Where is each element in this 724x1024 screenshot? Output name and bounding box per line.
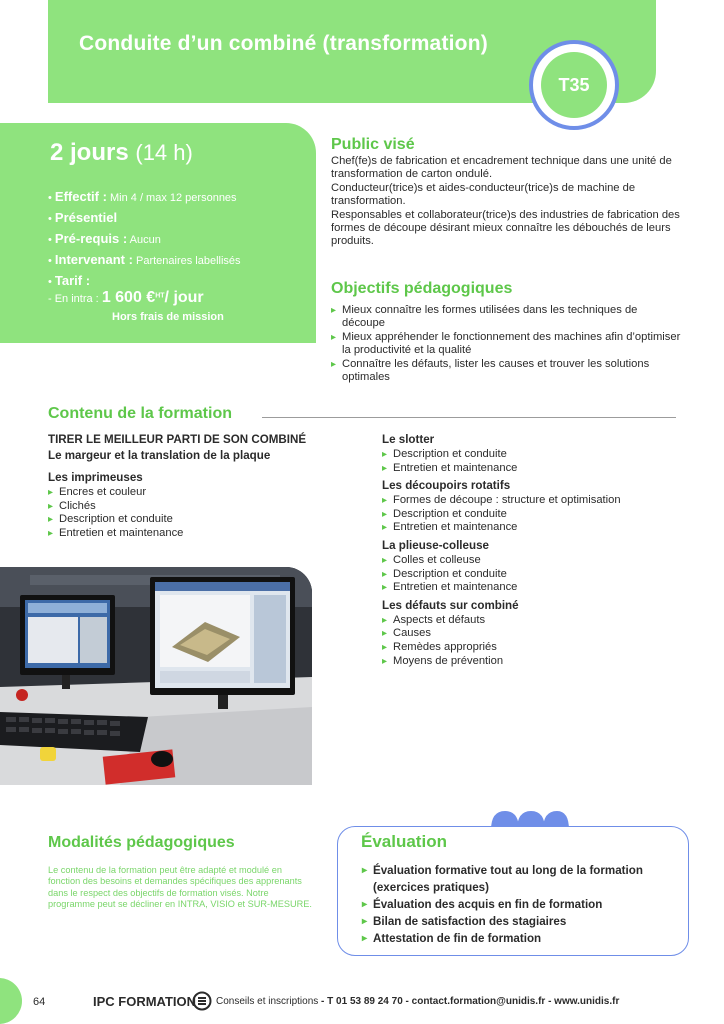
footer-decoration	[0, 978, 22, 1024]
contenu-left-column	[48, 432, 348, 540]
list-item: ▸ Moyens de prévention	[382, 655, 692, 669]
contenu-title: Contenu de la formation	[48, 405, 232, 422]
footer-brand: IPC FORMATION	[93, 994, 197, 1009]
list-item: ▸ Description et conduite	[382, 568, 692, 582]
machine-control-photo	[0, 567, 312, 785]
price-row	[48, 289, 204, 307]
duration-sub: (14 h)	[135, 140, 193, 165]
info-item: • Effectif : Min 4 / max 12 personnes	[48, 189, 237, 204]
list-item: ▸ Formes de découpe : structure et optimisation	[382, 494, 692, 508]
evaluation-title: Évaluation	[361, 832, 447, 851]
footer-contact	[216, 996, 619, 1007]
public-title: Public visé	[331, 136, 415, 153]
contact-label: Conseils et inscriptions	[216, 996, 319, 1007]
public-text	[331, 155, 681, 249]
list-item: ▸ Mieux connaître les formes utilisées dans les techniques de découpe	[331, 304, 681, 331]
list-item: ▸ Entretien et maintenance	[382, 521, 692, 535]
list-item: ▸ Description et conduite	[382, 508, 692, 522]
list-item: ▸ Connaître les défauts, lister les causes et trouver les solutions optimales	[331, 358, 681, 385]
public-paragraph: Responsables et collaborateur(trice)s des industries de fabrication des formes de découpe désirant mieux connaître les débouchés de leurs produits.	[331, 208, 680, 248]
public-paragraph: Chef(fe)s de fabrication et encadrement technique dans une unité de transformation de carton ondulé.	[331, 155, 672, 181]
info-item: • Tarif :	[48, 273, 91, 288]
list-item: ▸ Description et conduite	[48, 513, 348, 527]
page-number: 64	[33, 996, 46, 1008]
list-item: ▸ Entretien et maintenance	[382, 581, 692, 595]
info-item: • Pré-requis : Aucun	[48, 231, 161, 246]
page-title: Conduite d’un combiné (transformation)	[79, 32, 488, 55]
section-list	[382, 554, 692, 595]
price-note: Hors frais de mission	[112, 311, 224, 323]
info-panel	[0, 123, 316, 343]
control-station-illustration	[0, 567, 312, 785]
objectifs-list	[331, 304, 681, 384]
modalites-title: Modalités pédagogiques	[48, 834, 235, 851]
course-code: T35	[541, 52, 607, 118]
section-title: Les défauts sur combiné	[382, 598, 519, 612]
section-title: Les imprimeuses	[48, 471, 143, 484]
course-code-badge	[529, 40, 619, 130]
contenu-heading: Le margeur et la translation de la plaque	[48, 449, 271, 462]
list-item: ▸ Causes	[382, 627, 692, 641]
evaluation-list	[362, 862, 662, 947]
section-list	[382, 494, 692, 535]
list-item: ▸ Évaluation formative tout au long de la formation (exercices pratiques)	[362, 862, 662, 896]
info-item: • Intervenant : Partenaires labellisés	[48, 252, 241, 267]
objectifs-title: Objectifs pédagogiques	[331, 280, 513, 297]
list-item: ▸ Aspects et défauts	[382, 614, 692, 628]
modalites-text: Le contenu de la formation peut être adapté et modulé en fonction des besoins et demandes spécifiques des apprenants dans le respect des objectifs de formation visés. Notre programme peut se décliner en INTRA, VISIO et SUR-MESURE.	[48, 865, 312, 910]
contenu-right-column	[382, 432, 692, 668]
section-list	[382, 614, 692, 668]
divider	[262, 417, 676, 418]
list-item: ▸ Entretien et maintenance	[48, 527, 348, 541]
contact-details: - T 01 53 89 24 70 - contact.formation@unidis.fr - www.unidis.fr	[321, 996, 620, 1007]
list-item: ▸ Évaluation des acquis en fin de formation	[362, 896, 662, 913]
list-item: ▸ Remèdes appropriés	[382, 641, 692, 655]
duration-main: 2 jours	[50, 139, 129, 166]
info-list	[48, 189, 241, 294]
list-item: ▸ Mieux appréhender le fonctionnement des machines afin d’optimiser la productivité et la qualité	[331, 331, 681, 358]
info-item: • Présentiel	[48, 210, 118, 225]
public-paragraph: Conducteur(trice)s et aides-conducteur(trice)s de machine de transformation.	[331, 181, 636, 208]
list-item: ▸ Clichés	[48, 500, 348, 514]
section-list	[382, 448, 692, 475]
section-title: La plieuse-colleuse	[382, 538, 489, 552]
price-sup: HT	[155, 292, 165, 300]
section-list	[48, 486, 348, 540]
list-item: ▸ Bilan de satisfaction des stagiaires	[362, 913, 662, 930]
list-item: ▸ Attestation de fin de formation	[362, 930, 662, 947]
logo-icon	[192, 991, 212, 1011]
list-item: ▸ Colles et colleuse	[382, 554, 692, 568]
list-item: ▸ Encres et couleur	[48, 486, 348, 500]
price-unit: / jour	[164, 289, 204, 306]
section-title: Le slotter	[382, 433, 435, 446]
price-value: 1 600 €	[101, 289, 156, 306]
duration	[50, 139, 193, 167]
contenu-heading: TIRER LE MEILLEUR PARTI DE SON COMBINÉ	[48, 433, 307, 446]
section-title: Les découpoirs rotatifs	[382, 479, 511, 493]
list-item: ▸ Description et conduite	[382, 448, 692, 462]
price-prefix: - En intra :	[48, 293, 99, 305]
list-item: ▸ Entretien et maintenance	[382, 462, 692, 476]
